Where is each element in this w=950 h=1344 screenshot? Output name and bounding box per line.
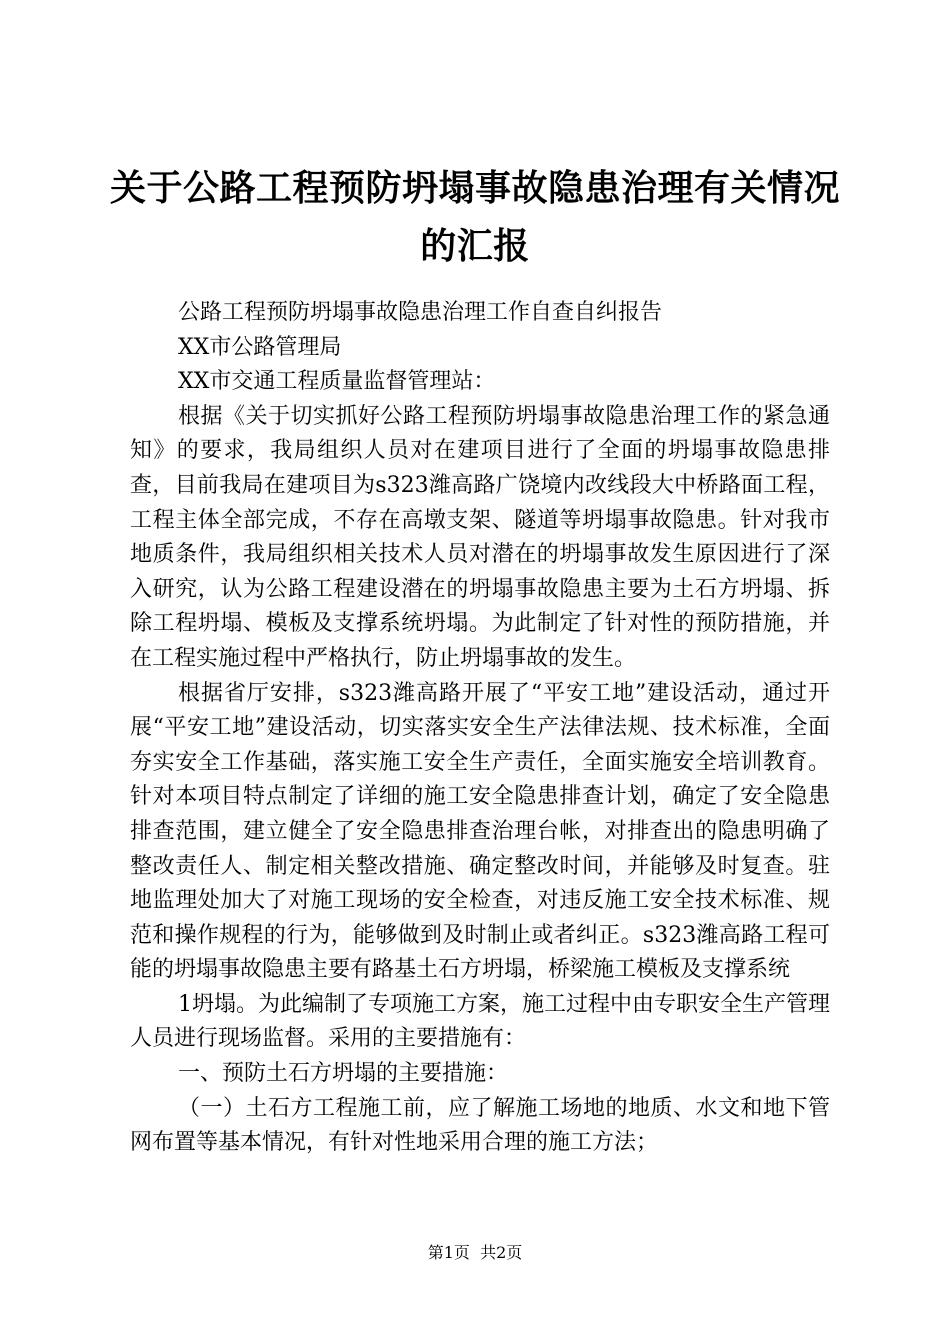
document-body — [130, 296, 830, 1161]
sender-line: XX市公路管理局 — [178, 334, 342, 360]
body-paragraph: （一）土石方工程施工前，应了解施工场地的地质、水文和地下管网布置等基本情况，有针对性地采用合理的施工方法； — [130, 1095, 830, 1156]
body-paragraph: 1坍塌。为此编制了专项施工方案，施工过程中由专职安全生产管理人员进行现场监督。采用的主要措施有： — [130, 991, 830, 1052]
section-heading: 一、预防土石方坍塌的主要措施： — [178, 1061, 509, 1087]
report-subtitle: 公路工程预防坍塌事故隐患治理工作自查自纠报告 — [178, 300, 663, 325]
recipient-line: XX市交通工程质量监督管理站： — [178, 369, 496, 395]
body-paragraph: 根据《关于切实抓好公路工程预防坍塌事故隐患治理工作的紧急通知》的要求，我局组织人员对在建项目进行了全面的坍塌事故隐患排查，目前我局在建项目为s323潍高路广饶境内改线段大中桥路面工程，工程主体全部完成，不存在高墩支架、隧道等坍塌事故隐患。针对我市地质条件，我局组织相关技术人员对潜在的坍塌事故发生原因进行了深入研究，认为公路工程建设潜在的坍塌事故隐患主要为土石方坍塌、拆除工程坍塌、模板及支撑系统坍塌。为此制定了针对性的预防措施，并在工程实施过程中严格执行，防止坍塌事故的发生。 — [130, 403, 830, 671]
page-footer: 第1页 共2页 — [427, 1243, 523, 1262]
document-title-line-1: 关于公路工程预防坍塌事故隐患治理有关情况 — [109, 168, 840, 209]
body-paragraph: 根据省厅安排，s323潍高路开展了“平安工地”建设活动，通过开展“平安工地”建设活动，切实落实安全生产法律法规、技术标准，全面夯实安全工作基础，落实施工安全生产责任，全面实施安全培训教育。针对本项目特点制定了详细的施工安全隐患排查计划，确定了安全隐患排查范围，建立健全了安全隐患排查治理台帐，对排查出的隐患明确了整改责任人、制定相关整改措施、确定整改时间，并能够及时复查。驻地监理处加大了对施工现场的安全检查，对违反施工安全技术标准、规范和操作规程的行为，能够做到及时制止或者纠正。s323潍高路工程可能的坍塌事故隐患主要有路基土石方坍塌，桥梁施工模板及支撑系统 — [130, 680, 830, 983]
document-title-line-2: 的汇报 — [420, 226, 530, 267]
